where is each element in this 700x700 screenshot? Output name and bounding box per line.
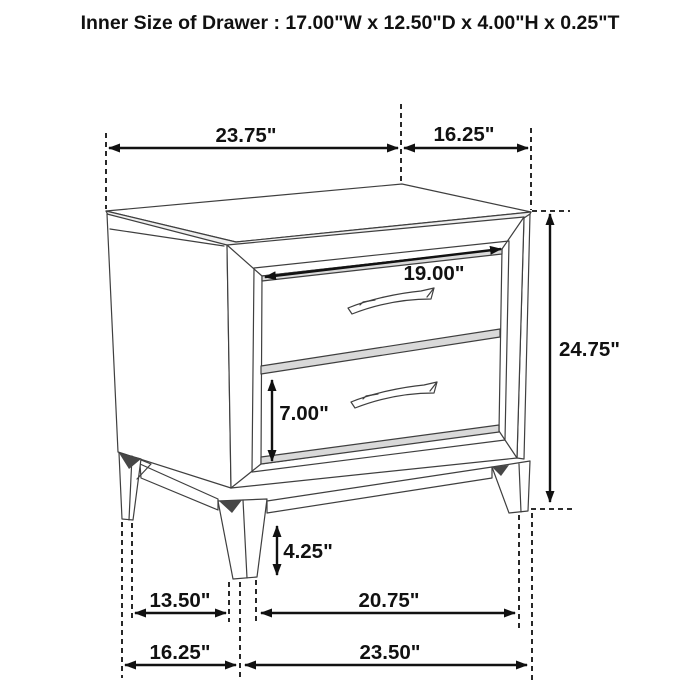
dim-base-depth-outer-label: 16.25" (149, 641, 211, 664)
nightstand-drawing (106, 184, 531, 579)
dim-base-width-inner-label: 20.75" (358, 589, 420, 612)
dim-height-label: 24.75" (559, 338, 621, 361)
dim-base-width-outer-label: 23.50" (359, 641, 421, 664)
rear-left-leg (119, 453, 151, 520)
dim-top-depth-label: 16.25" (433, 123, 495, 146)
front-right-leg (492, 461, 530, 513)
dim-drawer-height-label: 7.00" (279, 402, 329, 425)
front-left-leg (218, 499, 267, 579)
dim-base-depth-inner-label: 13.50" (149, 589, 211, 612)
dim-top-width-label: 23.75" (215, 124, 277, 147)
dim-drawer-width-label: 19.00" (403, 262, 465, 285)
side-panel (107, 214, 231, 488)
page-title: Inner Size of Drawer : 17.00"W x 12.50"D x 4.00"H x 0.25"T (80, 12, 620, 34)
dim-leg-height-label: 4.25" (283, 540, 333, 563)
